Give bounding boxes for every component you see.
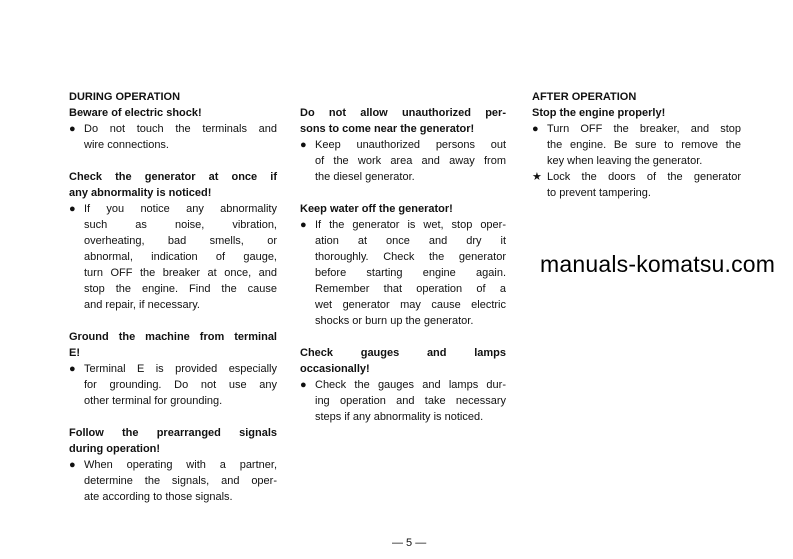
section xyxy=(532,89,741,201)
section xyxy=(69,425,277,505)
body-text-line: Lock the doors of the generator ★ xyxy=(532,171,741,183)
body-text-line: before starting engine again. xyxy=(315,267,506,279)
body-text-line: for grounding. Do not use any xyxy=(84,379,277,391)
section-gap xyxy=(69,409,277,425)
section-heading-line: Check gauges and lamps xyxy=(300,347,506,359)
section-heading-line: Ground the machine from terminal xyxy=(69,331,277,343)
section-gap xyxy=(300,329,506,345)
body-text-line: such as noise, vibration, xyxy=(84,219,277,231)
section-gap xyxy=(300,185,506,201)
page-number: — 5 — xyxy=(392,537,427,549)
body-text-line: steps if any abnormality is noticed. xyxy=(315,411,484,423)
body-text-line: Terminal E is provided especially ● xyxy=(69,363,277,375)
section xyxy=(300,105,506,185)
body-text-line: ation at once and dry it xyxy=(315,235,506,247)
section-gap xyxy=(69,153,277,169)
section xyxy=(69,169,277,313)
body-text-line: key when leaving the generator. xyxy=(547,155,703,167)
body-text-line: Do not touch the terminals and ● xyxy=(69,123,277,135)
body-text-line: wet generator may cause electric xyxy=(315,299,506,311)
body-text-line: When operating with a partner, ● xyxy=(69,459,277,471)
section-heading-line: Check the generator at once if xyxy=(69,171,277,183)
section-heading-line: Do not allow unauthorized per- xyxy=(300,107,506,119)
column-left xyxy=(69,89,277,505)
star-bullet-icon: ★ xyxy=(532,171,542,183)
body-text-line: If you notice any abnormality ● xyxy=(69,203,277,215)
body-text-line: thoroughly. Check the generator xyxy=(315,251,506,263)
body-text-line: and repair, if necessary. xyxy=(84,299,200,311)
body-text-line: wire connections. xyxy=(84,139,169,151)
bullet-icon: ● xyxy=(300,379,307,391)
body-text-line: Keep unauthorized persons out ● xyxy=(300,139,506,151)
section xyxy=(69,89,277,153)
body-text-line: shocks or burn up the generator. xyxy=(315,315,474,327)
column-middle xyxy=(300,105,506,425)
section-heading-line: E! xyxy=(69,347,80,359)
section-heading-line: Stop the engine properly! xyxy=(532,107,666,119)
body-text-line: If the generator is wet, stop oper- ● xyxy=(300,219,506,231)
body-text-line: ing operation and take necessary xyxy=(315,395,506,407)
section-heading-line: any abnormality is noticed! xyxy=(69,187,212,199)
body-text-line: to prevent tampering. xyxy=(547,187,651,199)
bullet-icon: ● xyxy=(300,139,307,151)
section-heading-line: sons to come near the generator! xyxy=(300,123,475,135)
body-text-line: the engine. Be sure to remove the xyxy=(547,139,741,151)
bullet-icon: ● xyxy=(532,123,539,135)
bullet-icon: ● xyxy=(69,459,76,471)
body-text-line: ate according to those signals. xyxy=(84,491,233,503)
body-text-line: the diesel generator. xyxy=(315,171,415,183)
section xyxy=(300,345,506,425)
section xyxy=(300,201,506,329)
section-heading-line: occasionally! xyxy=(300,363,370,375)
bullet-icon: ● xyxy=(300,219,307,231)
bullet-icon: ● xyxy=(69,123,76,135)
body-text-line: overheating, bad smells, or xyxy=(84,235,277,247)
section-heading-line: AFTER OPERATION xyxy=(532,91,637,103)
section-gap xyxy=(69,313,277,329)
section xyxy=(69,329,277,409)
watermark: manuals-komatsu.com xyxy=(540,251,776,277)
body-text-line: turn OFF the breaker at once, and xyxy=(84,267,277,279)
body-text-line: Turn OFF the breaker, and stop ● xyxy=(532,123,741,135)
bullet-icon: ● xyxy=(69,203,76,215)
body-text-line: of the work area and away from xyxy=(315,155,506,167)
section-heading-line: Beware of electric shock! xyxy=(69,107,202,119)
body-text-line: abnormal, indication of gauge, xyxy=(84,251,277,263)
section-heading-line: DURING OPERATION xyxy=(69,91,181,103)
body-text-line: Remember that operation of a xyxy=(315,283,506,295)
body-text-line: stop the engine. Find the cause xyxy=(84,283,277,295)
section-heading-line: during operation! xyxy=(69,443,161,455)
body-text-line: Check the gauges and lamps dur- ● xyxy=(300,379,506,391)
section-heading-line: Keep water off the generator! xyxy=(300,203,453,215)
section-heading-line: Follow the prearranged signals xyxy=(69,427,277,439)
body-text-line: determine the signals, and oper- xyxy=(84,475,277,487)
body-text-line: other terminal for grounding. xyxy=(84,395,223,407)
column-right xyxy=(532,89,741,201)
bullet-icon: ● xyxy=(69,363,76,375)
